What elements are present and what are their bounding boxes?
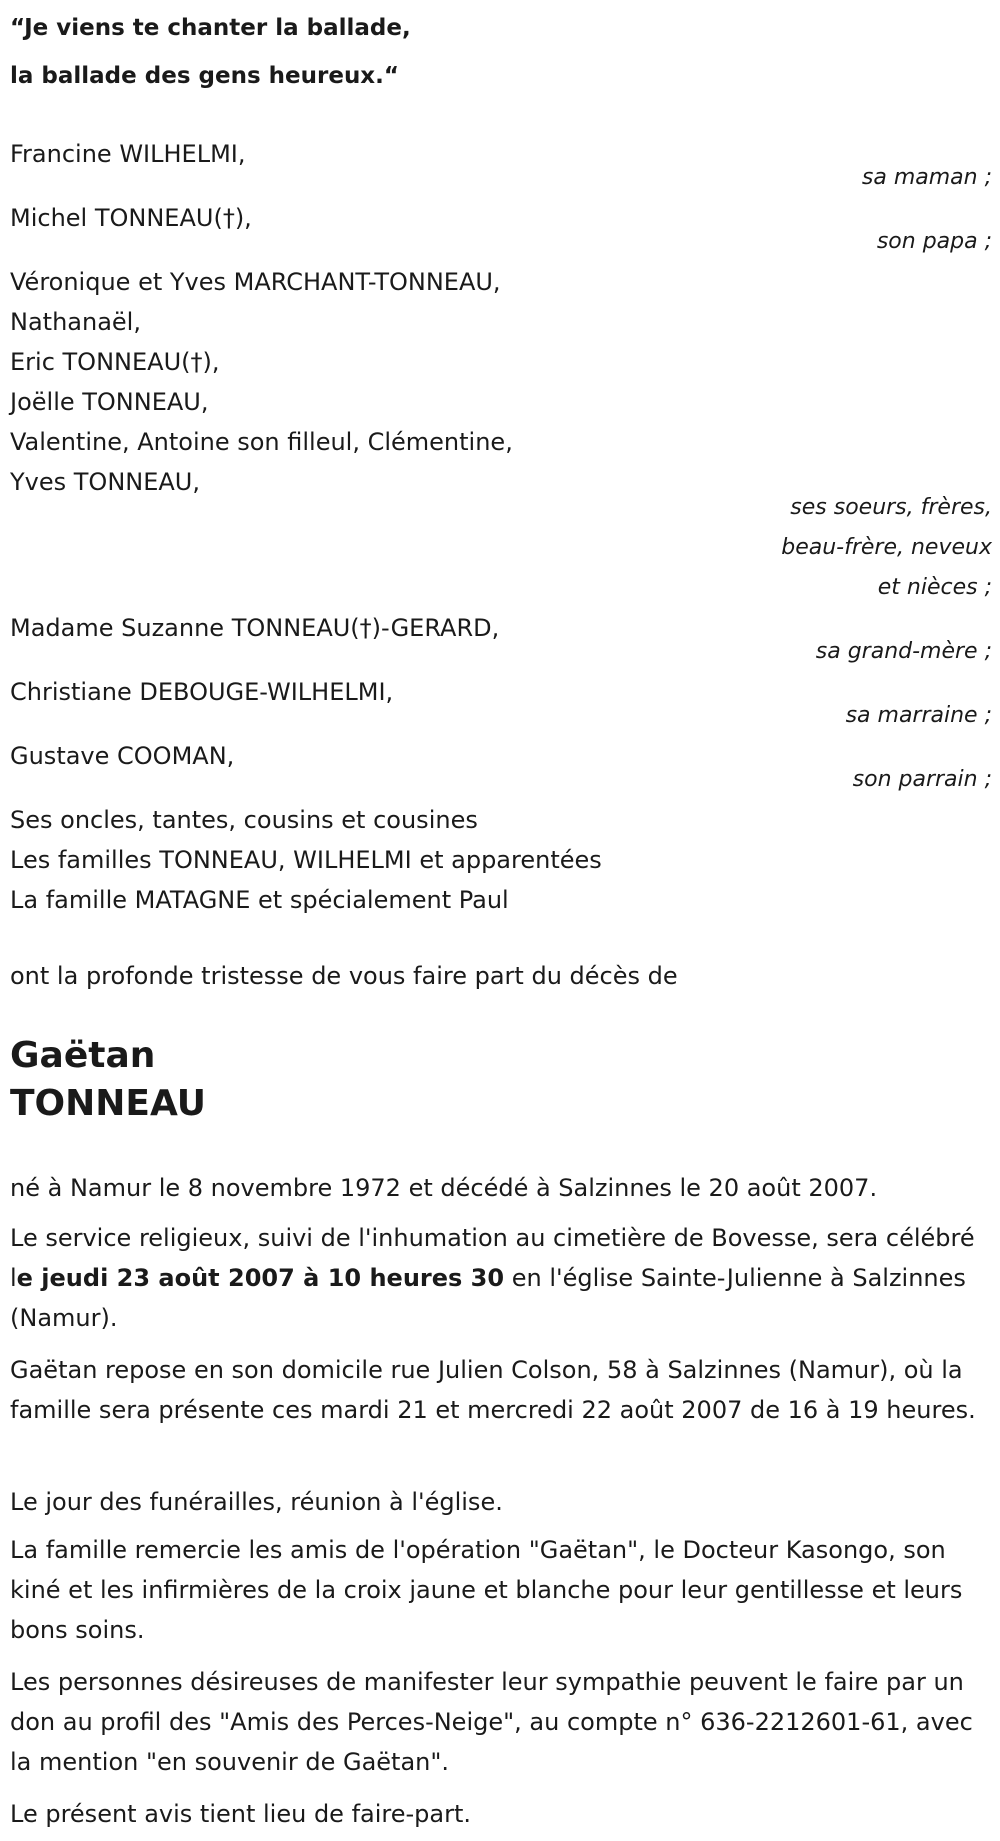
deceased-last-name: TONNEAU (10, 1083, 206, 1124)
service-paragraph (10, 1218, 995, 1338)
epigraph-line-2: la ballade des gens heureux.“ (10, 63, 400, 89)
role-godmother: sa marraine ; (845, 703, 992, 728)
family-godfather: Gustave COOMAN, (10, 742, 235, 770)
epigraph-line-1: “Je viens te chanter la ballade, (10, 15, 411, 41)
deceased-first-name: Gaëtan (10, 1035, 156, 1076)
sibling-line: Nathanaël, (10, 308, 141, 336)
sibling-line: Véronique et Yves MARCHANT-TONNEAU, (10, 268, 501, 296)
family-francine: Francine WILHELMI, (10, 140, 246, 168)
thanks-paragraph: La famille remercie les amis de l'opération "Gaëtan", le Docteur Kasongo, son kiné et les infirmières de la croix jaune et blanche pour leur gentillesse et leurs bons soins. (10, 1536, 963, 1644)
sibling-line: Valentine, Antoine son filleul, Clémentine, (10, 428, 513, 456)
role-siblings-line: ses soeurs, frères, (790, 495, 992, 520)
family-others-line: La famille MATAGNE et spécialement Paul (10, 886, 509, 914)
role-grandmother: sa grand-mère ; (815, 639, 992, 664)
family-michel: Michel TONNEAU(†), (10, 204, 252, 232)
sibling-line: Yves TONNEAU, (10, 468, 200, 496)
sibling-line: Eric TONNEAU(†), (10, 348, 220, 376)
service-text-before: Le service religieux, suivi de l'inhumation au cimetière de Bovesse, sera célébré l (10, 1224, 975, 1292)
family-grandmother: Madame Suzanne TONNEAU(†)-GERARD, (10, 614, 500, 642)
birth-death-paragraph: né à Namur le 8 novembre 1972 et décédé à Salzinnes le 20 août 2007. (10, 1174, 878, 1202)
role-maman: sa maman ; (861, 165, 992, 190)
family-others-line: Les familles TONNEAU, WILHELMI et apparentées (10, 846, 602, 874)
service-date-bold: e jeudi 23 août 2007 à 10 heures 30 (16, 1264, 505, 1292)
family-others-line: Ses oncles, tantes, cousins et cousines (10, 806, 478, 834)
role-siblings-line: et nièces ; (877, 575, 992, 600)
family-godmother: Christiane DEBOUGE-WILHELMI, (10, 678, 394, 706)
role-siblings-line: beau-frère, neveux (781, 535, 992, 560)
donation-paragraph: Les personnes désireuses de manifester leur sympathie peuvent le faire par un don au profil des "Amis des Perces-Neige", au compte n° 636-2212601-61, avec la mention "en souvenir de Gaëtan". (10, 1668, 973, 1776)
role-papa: son papa ; (876, 229, 992, 254)
service-text-after: en l'église Sainte-Julienne à Salzinnes (Namur). (10, 1264, 966, 1332)
rest-paragraph: Gaëtan repose en son domicile rue Julien Colson, 58 à Salzinnes (Namur), où la famille sera présente ces mardi 21 et mercredi 22 août 2007 de 16 à 19 heures. (10, 1356, 976, 1424)
role-godfather: son parrain ; (852, 767, 992, 792)
sibling-line: Joëlle TONNEAU, (10, 388, 209, 416)
notice-paragraph: Le présent avis tient lieu de faire-part. (10, 1800, 472, 1828)
announcement-text: ont la profonde tristesse de vous faire part du décès de (10, 962, 678, 990)
funeral-day-paragraph: Le jour des funérailles, réunion à l'église. (10, 1488, 503, 1516)
